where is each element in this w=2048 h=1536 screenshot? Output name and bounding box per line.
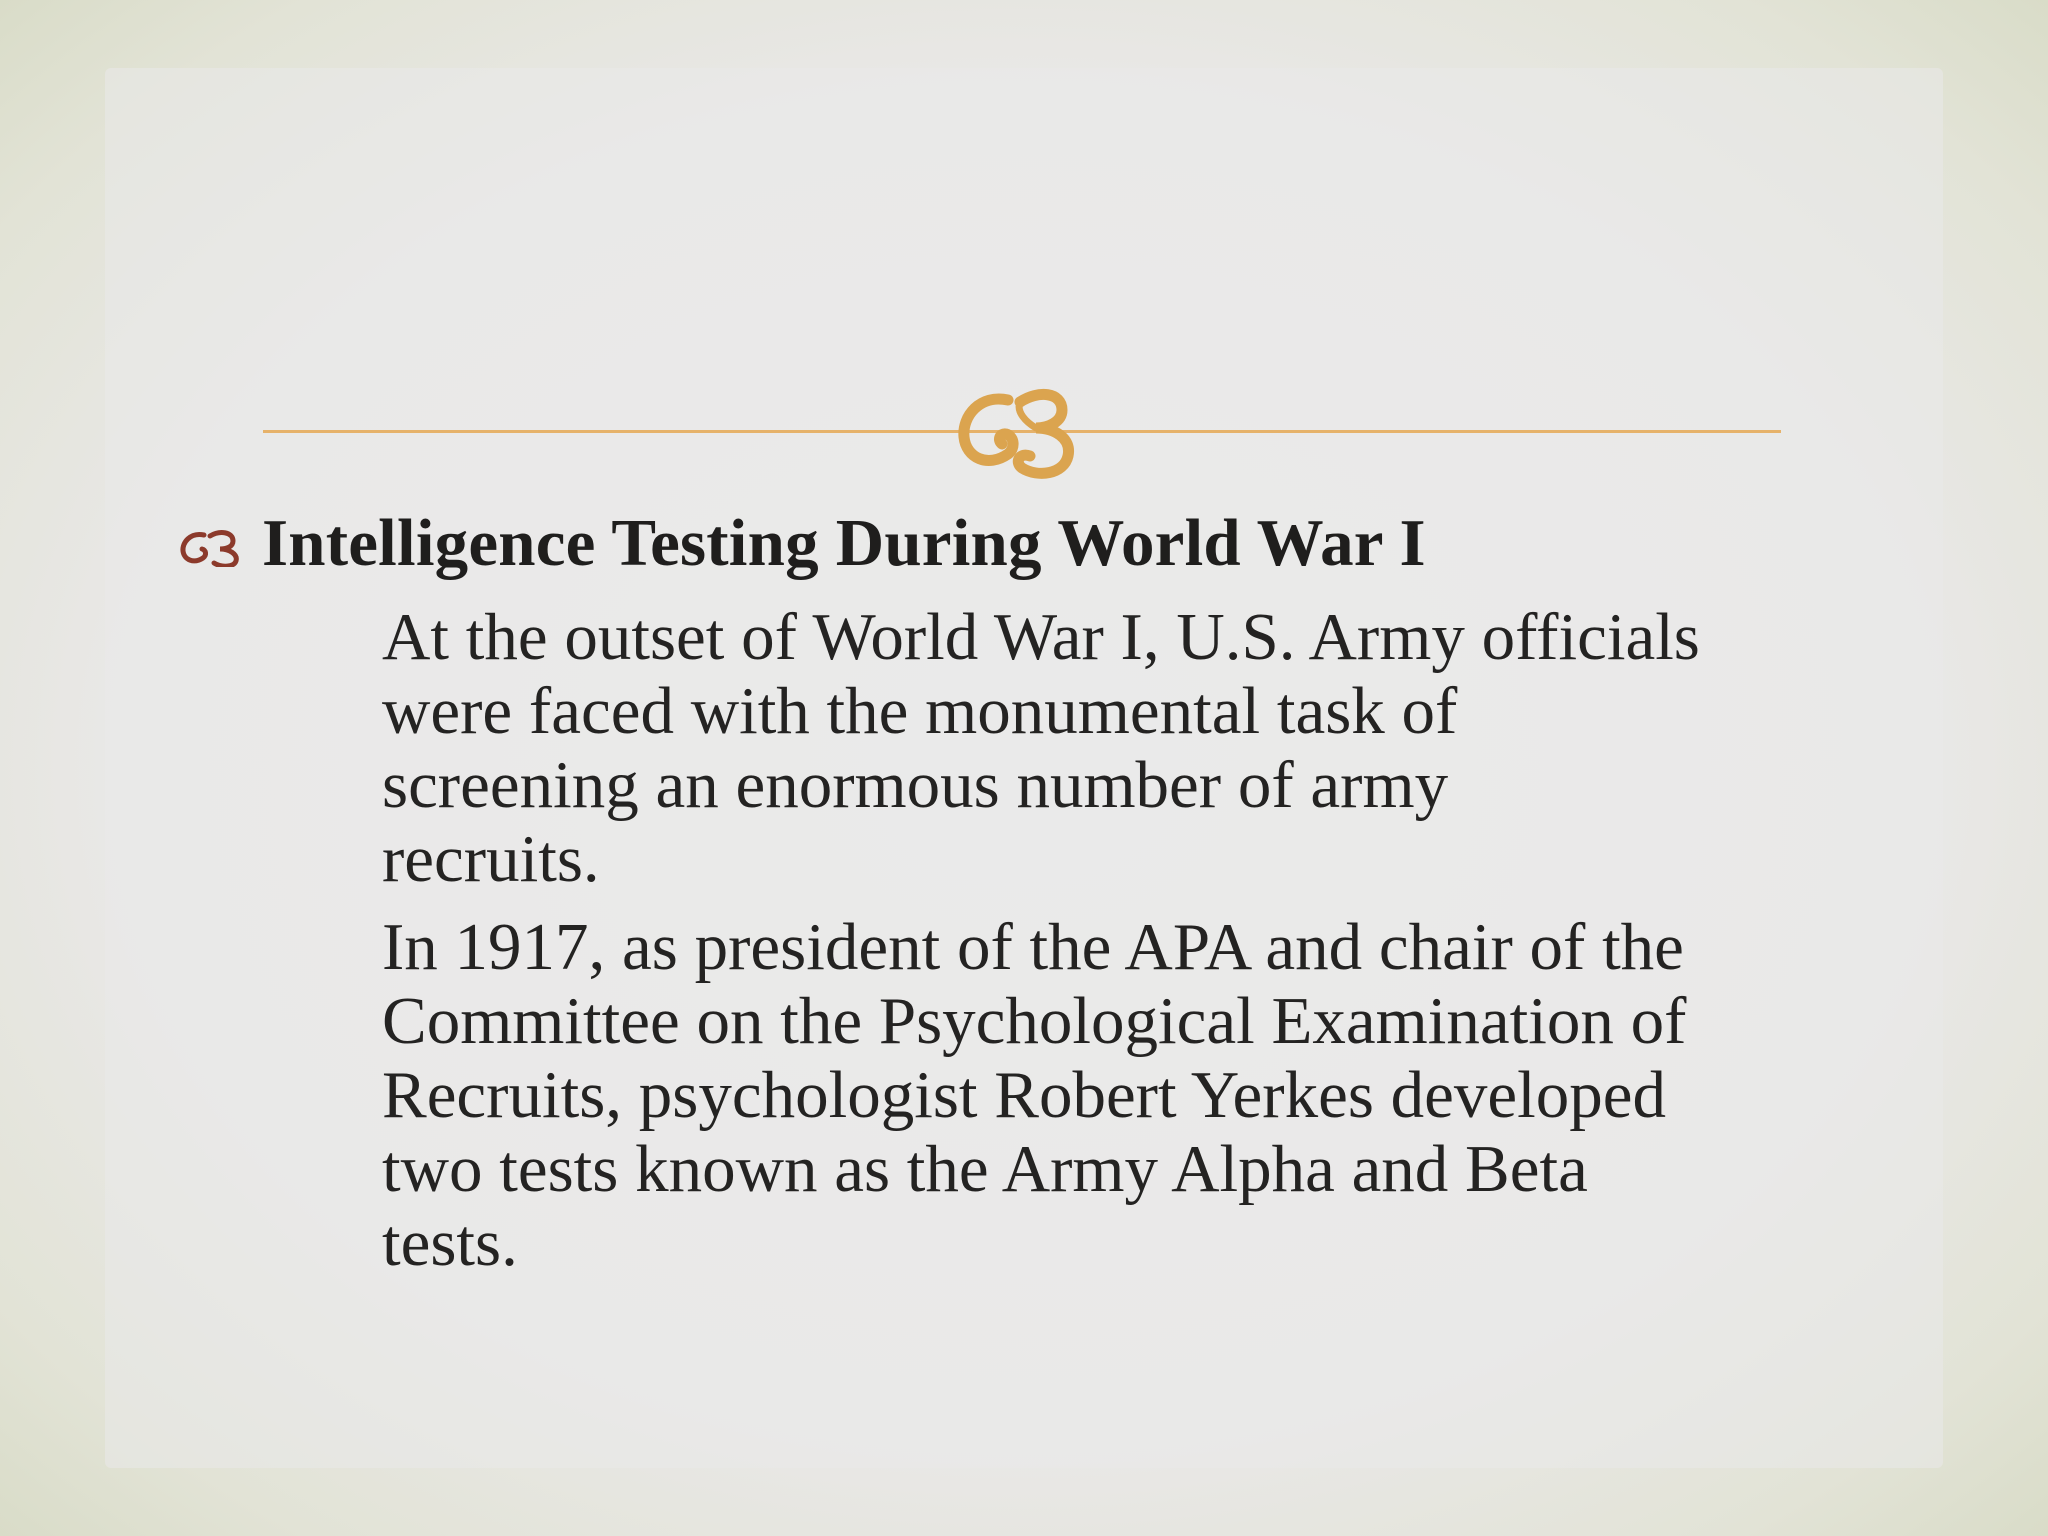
slide-heading: Intelligence Testing During World War I bbox=[262, 506, 1426, 580]
flourish-icon bbox=[950, 382, 1100, 482]
paragraph-line: screening an enormous number of army bbox=[382, 748, 1449, 822]
paragraph-yerkes-tests bbox=[382, 910, 1962, 1280]
paragraph-line: Recruits, psychologist Robert Yerkes developed bbox=[382, 1058, 1666, 1132]
paragraph-line: In 1917, as president of the APA and chair of the bbox=[382, 910, 1684, 984]
paragraph-line: were faced with the monumental task of bbox=[382, 674, 1458, 748]
paragraph-army-screening bbox=[382, 600, 1962, 896]
paragraph-line: recruits. bbox=[382, 822, 600, 896]
bullet-heading bbox=[178, 505, 1426, 582]
paragraph-line: At the outset of World War I, U.S. Army officials bbox=[382, 600, 1700, 674]
paragraph-line: two tests known as the Army Alpha and Beta bbox=[382, 1132, 1588, 1206]
flourish-bullet-icon bbox=[178, 527, 246, 567]
paragraph-line: tests. bbox=[382, 1206, 518, 1280]
paragraph-line: Committee on the Psychological Examination of bbox=[382, 984, 1687, 1058]
